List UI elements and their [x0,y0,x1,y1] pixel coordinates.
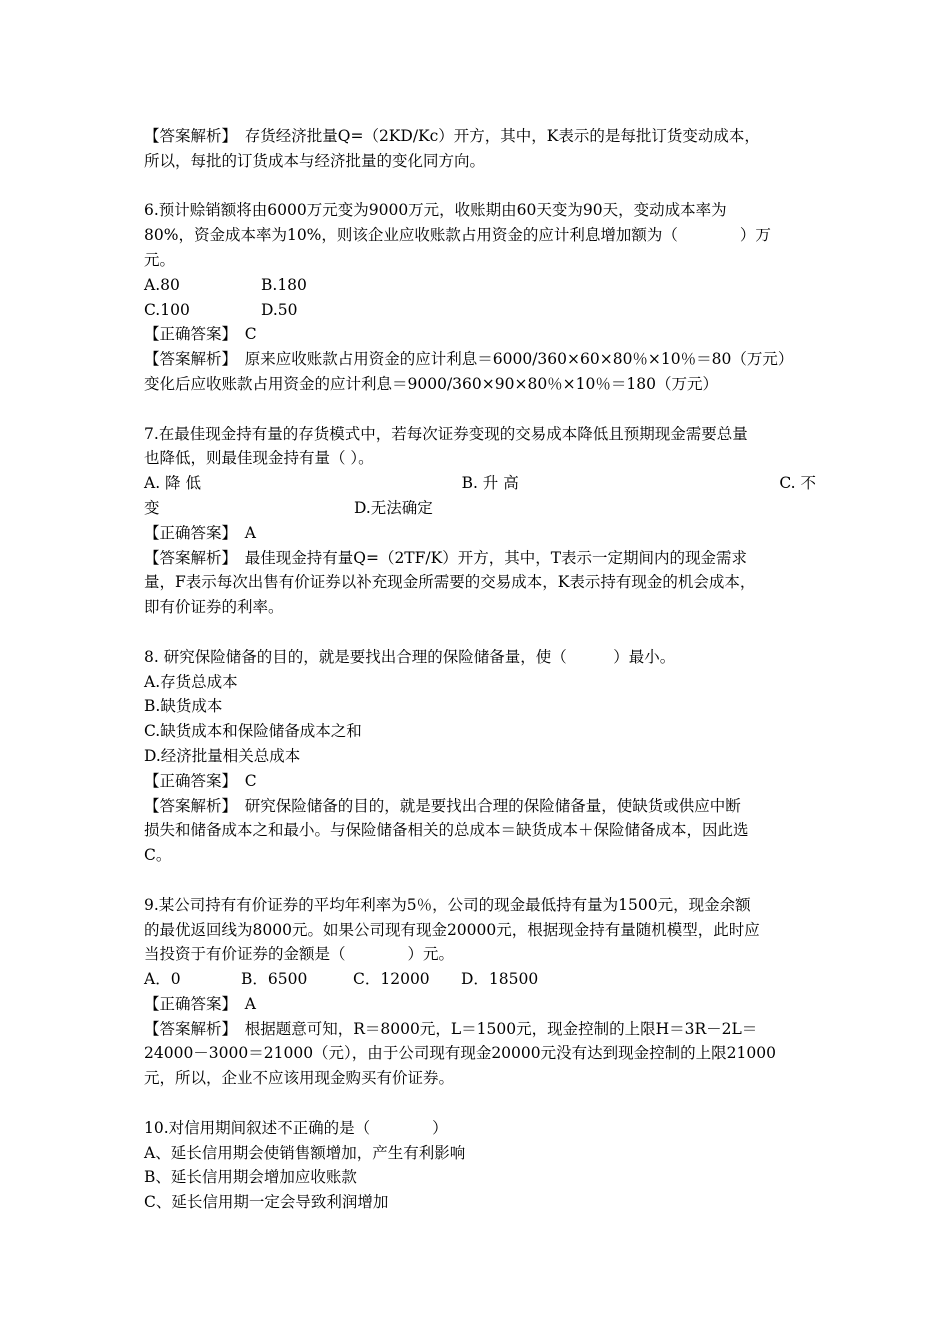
q6-stem-line-1: 6.预计赊销额将由6000万元变为9000万元，收账期由60天变为90天，变动成本率为 [144,201,727,220]
q7-option-d: D.无法确定 [354,498,433,517]
q8-answer: 【正确答案】 C [144,771,257,790]
q5-analysis-line-1: 【答案解析】 存货经济批量Q=（2KD/Kc）开方，其中，K表示的是每批订货变动成本， [144,127,760,145]
q9-options-row [144,967,816,992]
spacer [144,397,816,422]
q7-option-a: A. 降 低 [144,474,201,493]
q6-options-row-2 [144,298,816,323]
q10-option-c: C、延长信用期一定会导致利润增加 [144,1193,389,1212]
q6-option-c: C.100 [144,300,190,319]
q10-option-b: B、延长信用期会增加应收账款 [144,1168,357,1187]
spacer [144,620,816,645]
q8-analysis-line-3: C。 [144,846,172,865]
q7-stem-line-1: 7.在最佳现金持有量的存货模式中，若每次证券变现的交易成本降低且预期现金需要总量 [144,424,748,443]
q7-option-c: C. 不 [779,474,816,493]
q10-stem-line-1: 10.对信用期间叙述不正确的是（ ） [144,1118,448,1137]
q6-option-d: D.50 [261,300,298,319]
q8-analysis-line-2: 损失和储备成本之和最小。与保险储备相关的总成本＝缺货成本＋保险储备成本，因此选 [144,821,749,840]
q9-stem-line-2: 的最优返回线为8000元。如果公司现有现金20000元，根据现金持有量随机模型，此时应 [144,920,760,939]
q9-stem-line-3: 当投资于有价证券的金额是（ ）元。 [144,945,455,964]
q8-stem-line-1: 8. 研究保险储备的目的，就是要找出合理的保险储备量，使（ ）最小。 [144,647,676,666]
spacer [144,1091,816,1116]
document-page [144,124,816,1215]
q6-analysis-line-2: 变化后应收账款占用资金的应计利息＝9000/360×90×80％×10％＝180（万元） [144,374,718,393]
q6-analysis-line-1: 【答案解析】 原来应收账款占用资金的应计利息＝6000/360×60×80％×10％＝80（万元） [144,350,794,369]
q9-analysis-line-2: 24000－3000＝21000（元），由于公司现有现金20000元没有达到现金控制的上限21000 [144,1044,776,1063]
q8-option-d: D.经济批量相关总成本 [144,746,301,765]
q5-analysis-line-2: 所以，每批的订货成本与经济批量的变化同方向。 [144,151,486,170]
q6-option-a: A.80 [144,275,180,294]
q7-option-c-continued: 变 [144,498,160,517]
q7-answer: 【正确答案】 A [144,523,256,542]
q9-stem-line-1: 9.某公司持有有价证券的平均年利率为5％，公司的现金最低持有量为1500元，现金余额 [144,895,751,914]
q8-option-b: B.缺货成本 [144,697,223,716]
q7-stem-line-2: 也降低，则最佳现金持有量（ ）。 [144,449,374,468]
q7-analysis-line-2: 量，F表示每次出售有价证券以补充现金所需要的交易成本，K表示持有现金的机会成本， [144,573,756,592]
q9-option-a: A．0 [144,970,181,989]
q9-analysis-line-1: 【答案解析】 根据题意可知，R＝8000元，L＝1500元，现金控制的上限H＝3R－2L＝ [144,1019,758,1038]
q6-stem-line-2: 80%，资金成本率为10%，则该企业应收账款占用资金的应计利息增加额为（ ）万 [144,226,771,245]
q8-option-a: A.存货总成本 [144,672,238,691]
q9-answer: 【正确答案】 A [144,994,256,1013]
q6-stem-line-3: 元。 [144,250,176,269]
q9-option-b: B．6500 [241,970,308,989]
q8-analysis-line-1: 【答案解析】 研究保险储备的目的，就是要找出合理的保险储备量，使缺货或供应中断 [144,796,741,815]
spacer [144,174,816,199]
q8-option-c: C.缺货成本和保险储备成本之和 [144,722,362,741]
q7-analysis-line-1: 【答案解析】 最佳现金持有量Q=（2TF/K）开方，其中，T表示一定期间内的现金需求 [144,548,748,567]
q7-options-row-2 [144,496,816,521]
q6-answer: 【正确答案】 C [144,325,257,344]
q9-option-c: C．12000 [353,970,430,989]
q6-options-row-1 [144,273,816,298]
q7-option-b: B. 升 高 [461,474,519,493]
q10-option-a: A、延长信用期会使销售额增加，产生有利影响 [144,1143,466,1162]
q9-analysis-line-3: 元，所以，企业不应该用现金购买有价证券。 [144,1069,455,1088]
q7-options-row-1 [144,471,816,496]
spacer [144,868,816,893]
q7-analysis-line-3: 即有价证券的利率。 [144,598,284,617]
q6-option-b: B.180 [261,275,307,294]
q9-option-d: D．18500 [461,970,539,989]
